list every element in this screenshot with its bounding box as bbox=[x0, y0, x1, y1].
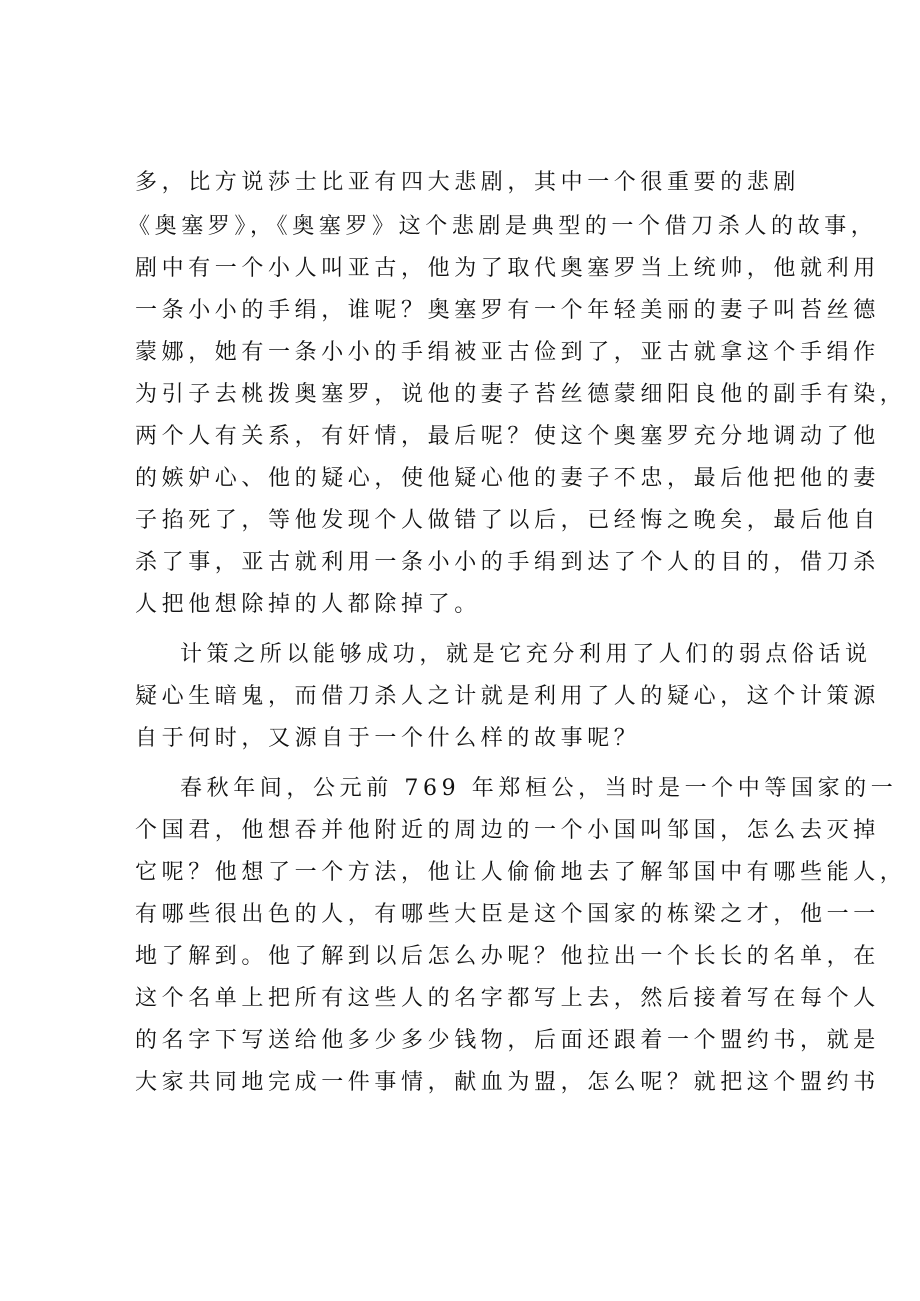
text-line: 多，比方说莎士比亚有四大悲剧，其中一个很重要的悲剧 bbox=[135, 170, 801, 195]
text-line: 疑心生暗鬼，而借刀杀人之计就是利用了人的疑心，这个计策源 bbox=[135, 684, 880, 709]
text-line: 个国君，他想吞并他附近的周边的一个小国叫邹国，怎么去灭掉 bbox=[135, 818, 880, 843]
text-line: 杀了事，亚古就利用一条小小的手绢到达了个人的目的，借刀杀 bbox=[135, 550, 880, 575]
text-line: 《奥塞罗》，《奥塞罗》这个悲剧是典型的一个借刀杀人的故事， bbox=[128, 214, 878, 239]
text-line: 为引子去桃拨奥塞罗，说他的妻子苔丝德蒙细阳良他的副手有染， bbox=[135, 382, 907, 407]
text-line: 春秋年间，公元前 769 年郑桓公，当时是一个中等国家的一 bbox=[180, 776, 898, 801]
text-line: 两个人有关系，有奸情，最后呢？使这个奥塞罗充分地调动了他 bbox=[135, 424, 880, 449]
text-line: 它呢？他想了一个方法，他让人偷偷地去了解邹国中有哪些能人， bbox=[135, 860, 907, 885]
text-line: 自于何时，又源自于一个什么样的故事呢？ bbox=[135, 726, 641, 751]
text-line: 剧中有一个小人叫亚古，他为了取代奥塞罗当上统帅，他就利用 bbox=[135, 256, 880, 281]
text-line: 计策之所以能够成功，就是它充分利用了人们的弱点俗话说 bbox=[180, 642, 872, 667]
text-line: 的嫉妒心、他的疑心，使他疑心他的妻子不忠，最后他把他的妻 bbox=[135, 466, 880, 491]
text-line: 有哪些很出色的人，有哪些大臣是这个国家的栋梁之才，他一一 bbox=[135, 902, 880, 927]
text-line: 一条小小的手绢，谁呢？奥塞罗有一个年轻美丽的妻子叫苔丝德 bbox=[135, 298, 880, 323]
text-line: 子掐死了，等他发现个人做错了以后，已经悔之晚矣，最后他自 bbox=[135, 508, 880, 533]
text-line: 这个名单上把所有这些人的名字都写上去，然后接着写在每个人 bbox=[135, 986, 880, 1011]
text-line: 人把他想除掉的人都除掉了。 bbox=[135, 592, 481, 617]
text-line: 大家共同地完成一件事情，献血为盟，怎么呢？就把这个盟约书 bbox=[135, 1070, 880, 1095]
text-line: 蒙娜，她有一条小小的手绢被亚古俭到了，亚古就拿这个手绢作 bbox=[135, 340, 880, 365]
text-line: 的名字下写送给他多少多少钱物，后面还跟着一个盟约书，就是 bbox=[135, 1028, 880, 1053]
text-line: 地了解到。他了解到以后怎么办呢？他拉出一个长长的名单，在 bbox=[135, 944, 880, 969]
